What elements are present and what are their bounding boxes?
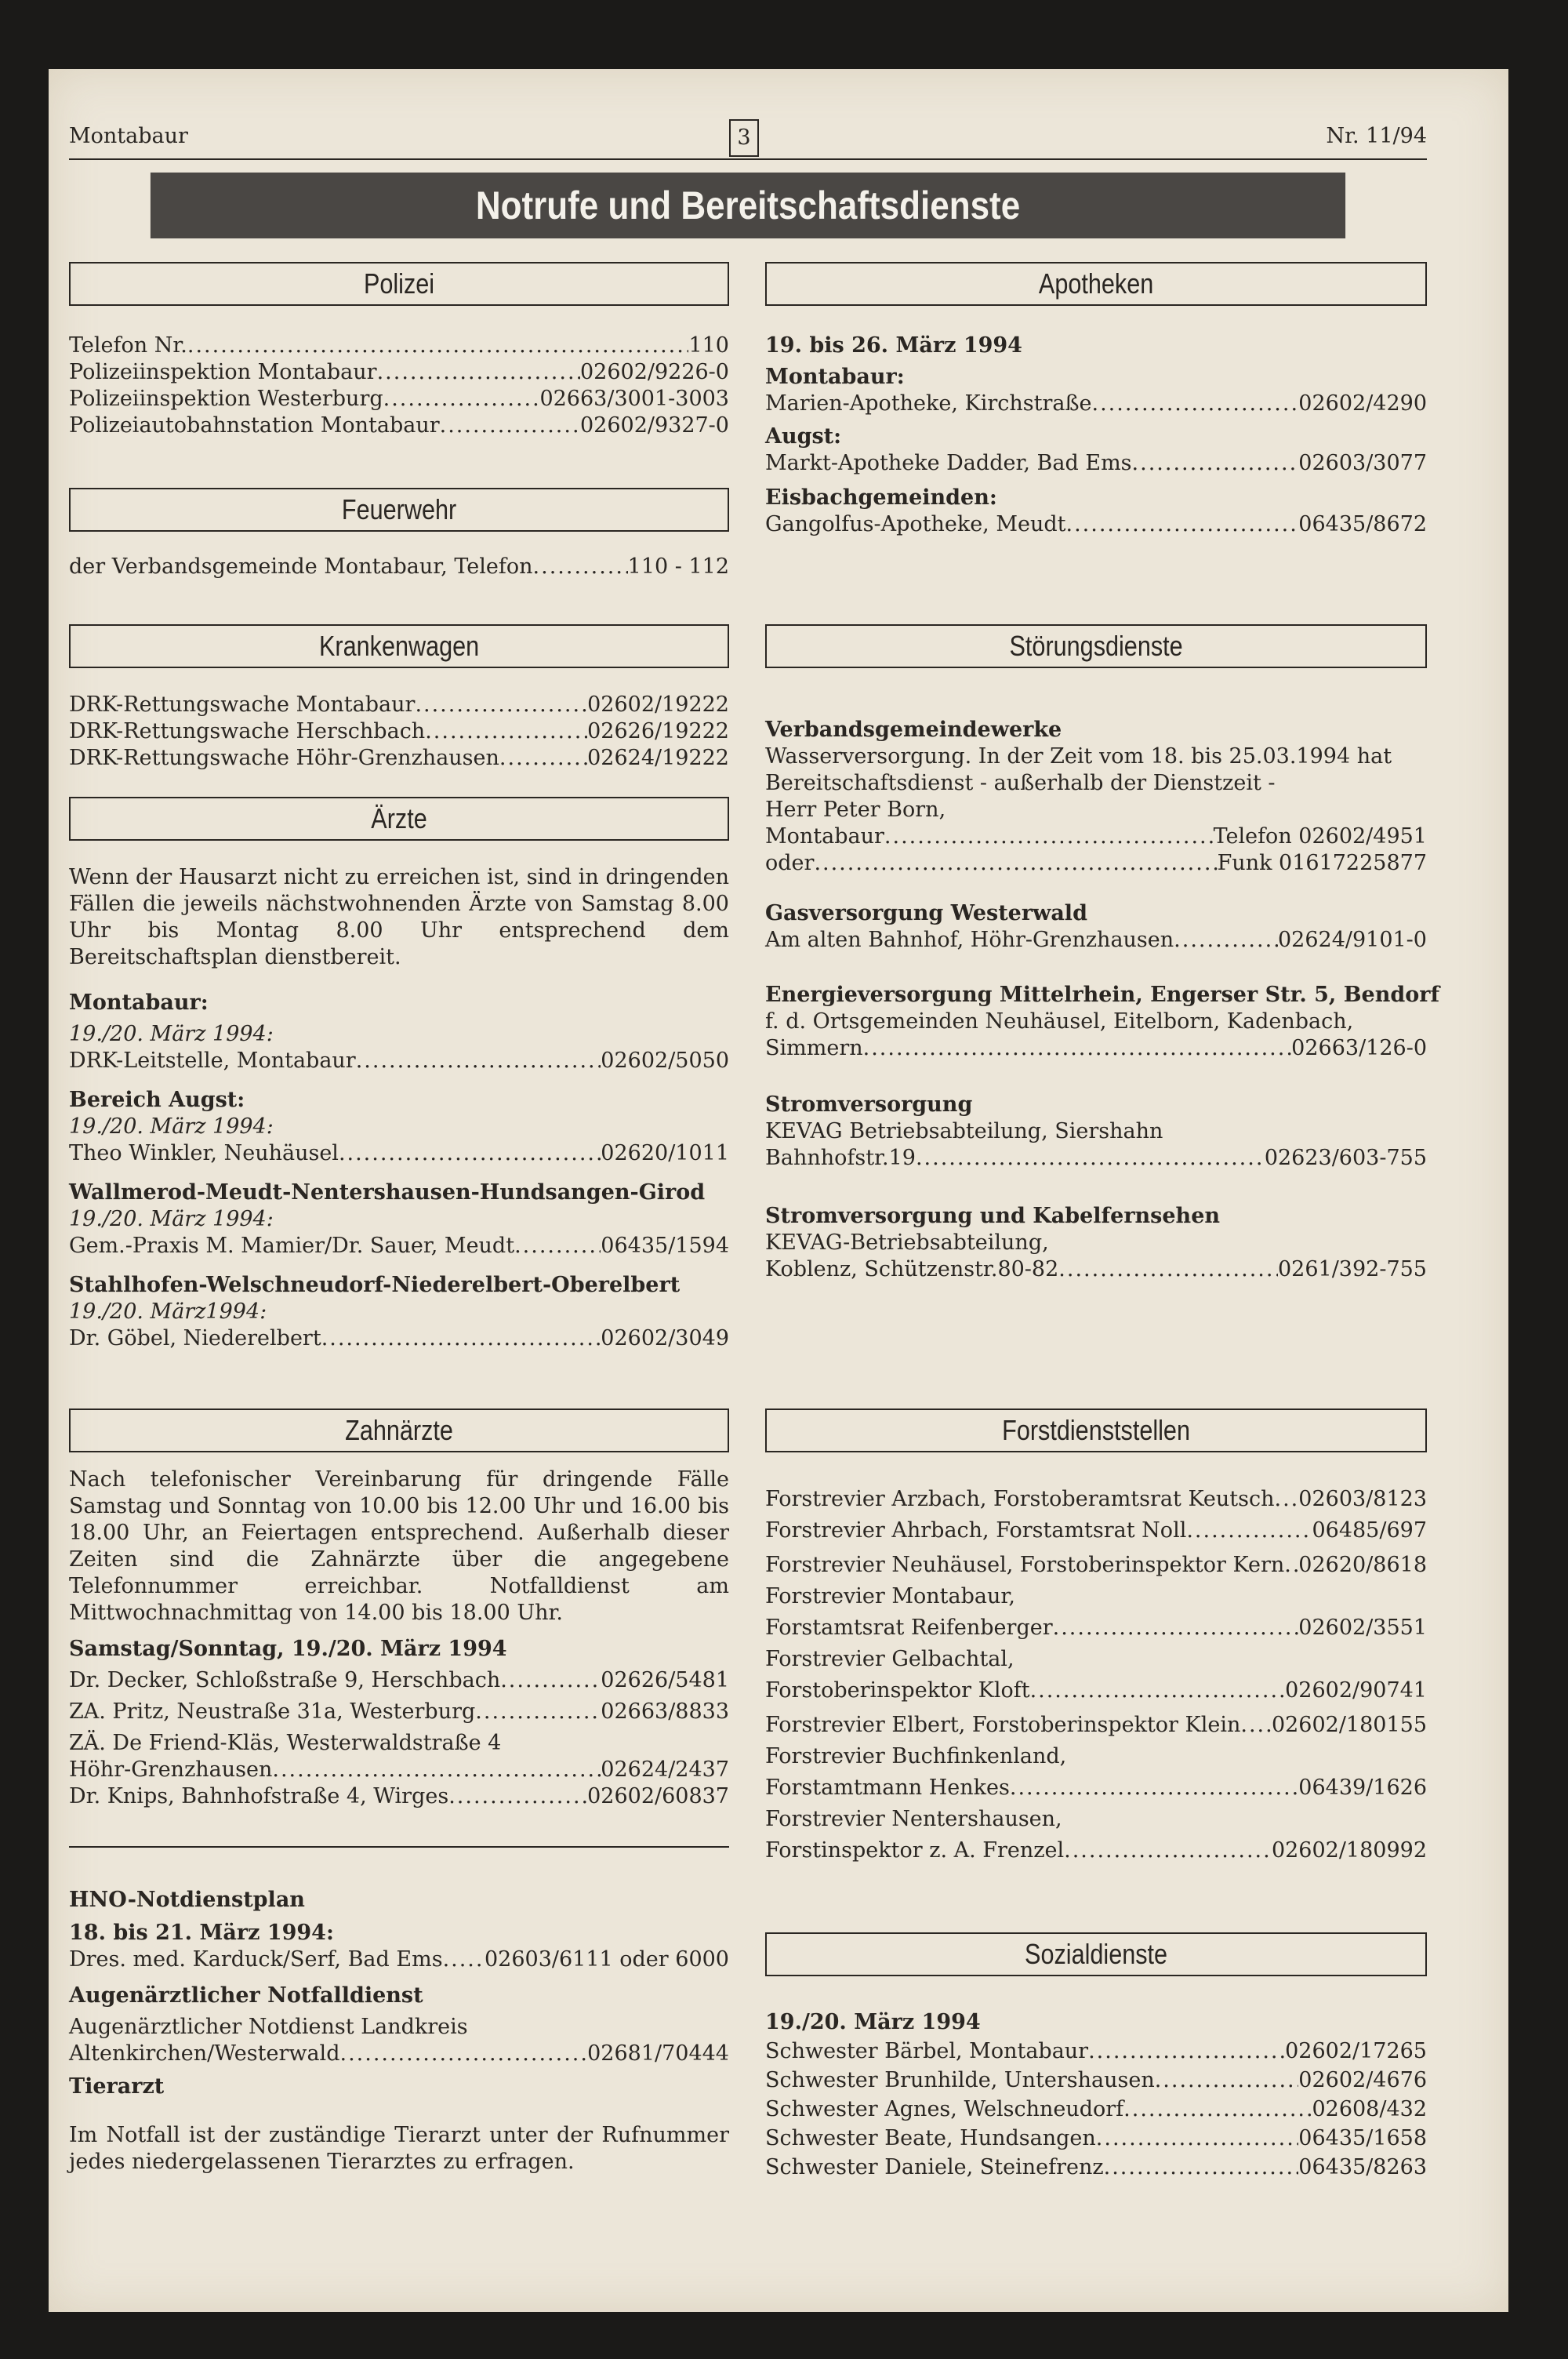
list-item	[765, 2037, 1427, 2066]
dot-leader	[448, 1783, 587, 1810]
item-label: Forstamtsrat Reifenberger	[765, 1616, 1053, 1640]
stoerung-list	[765, 717, 1440, 1283]
group-date: 19./20. März 1994	[765, 2010, 981, 2034]
item-label: DRK-Rettungswache Montabaur	[69, 692, 416, 717]
item-value: 02602/5050	[601, 1049, 729, 1073]
dot-leader	[1274, 1484, 1298, 1515]
item-line: Augenärztlicher Notdienst Landkreis	[69, 2015, 468, 2039]
list-item	[69, 554, 729, 580]
item-label: Forstinspektor z. A. Frenzel	[765, 1838, 1065, 1863]
dot-leader	[339, 2041, 587, 2067]
list-item	[765, 823, 1427, 850]
item-label: Forstrevier Arzbach, Forstoberamtsrat Keutsch	[765, 1487, 1275, 1511]
list-item	[69, 1667, 729, 1694]
group-heading: Samstag/Sonntag, 19./20. März 1994	[69, 1637, 507, 1661]
item-value: 110 - 112	[627, 554, 729, 579]
list-item	[765, 450, 1427, 477]
item-label: Bahnhofstr.19	[765, 1146, 916, 1170]
aerzte-intro: Wenn der Hausarzt nicht zu erreichen ist, sind in dringenden Fällen die jeweils nächstwohnenden Ärzte von Samstag 8.00 Uhr bis Montag 8.00 Uhr entsprechend dem Bereitschaftsplan dienstbereit.	[69, 865, 729, 969]
item-label: Polizeiautobahnstation Montabaur	[69, 413, 440, 438]
item-line: Forstrevier Buchfinkenland,	[765, 1744, 1067, 1768]
dot-leader	[1053, 1612, 1299, 1644]
item-value: 02663/3001-3003	[539, 387, 729, 411]
item-value: 02602/60837	[587, 1784, 729, 1808]
section-krankenwagen	[69, 624, 729, 668]
item-value: 02663/126-0	[1291, 1036, 1427, 1060]
dot-leader	[443, 1946, 485, 1973]
item-value: 02620/8618	[1298, 1553, 1427, 1577]
item-label: Koblenz, Schützenstr.80-82	[765, 1257, 1059, 1281]
item-value: 02624/2437	[601, 1757, 729, 1782]
group-heading: Energieversorgung Mittelrhein, Engerser Str. 5, Bendorf	[765, 983, 1440, 1007]
issue-number: Nr. 11/94	[1326, 124, 1427, 148]
page-title: Notrufe und Bereitschaftsdienste	[151, 173, 1345, 238]
item-line: Forstrevier Montabaur,	[765, 1584, 1015, 1608]
item-value: 02603/8123	[1298, 1487, 1427, 1511]
group-heading: Verbandsgemeindewerke	[765, 718, 1062, 742]
list-item	[765, 511, 1427, 538]
section-forstdienststellen	[765, 1408, 1427, 1452]
section-title: Sozialdienste	[1024, 1938, 1168, 1970]
dot-leader	[533, 554, 628, 580]
zahnaerzte-list	[69, 1636, 729, 1810]
group-heading: HNO-Notdienstplan	[69, 1888, 305, 1912]
list-item	[765, 1835, 1427, 1866]
list-item	[69, 1233, 729, 1259]
list-item	[69, 333, 729, 359]
item-value: 02602/180155	[1271, 1713, 1427, 1737]
group-heading: Augenärztlicher Notfalldienst	[69, 1983, 423, 2008]
item-line: KEVAG Betriebsabteilung, Siershahn	[765, 1119, 1163, 1143]
item-value: 02626/5481	[601, 1668, 729, 1692]
item-value: 02602/4676	[1298, 2068, 1427, 2092]
dot-leader	[272, 1757, 601, 1783]
dot-leader	[321, 1325, 601, 1352]
list-item	[765, 850, 1427, 877]
item-label: Marien-Apotheke, Kirchstraße	[765, 391, 1092, 416]
item-label: Markt-Apotheke Dadder, Bad Ems	[765, 451, 1132, 475]
item-value: Telefon 02602/4951	[1213, 824, 1427, 849]
item-label: Gem.-Praxis M. Mamier/Dr. Sauer, Meudt	[69, 1234, 515, 1258]
dot-leader	[1058, 1256, 1278, 1283]
list-item	[69, 692, 729, 718]
group-heading: Montabaur:	[69, 990, 209, 1015]
item-label: Am alten Bahnhof, Höhr-Grenzhausen	[765, 928, 1174, 952]
list-item	[765, 1612, 1427, 1644]
list-item	[765, 391, 1427, 417]
list-item	[69, 1140, 729, 1167]
item-value: 02602/4290	[1298, 391, 1427, 416]
item-value: 02602/9327-0	[579, 413, 729, 438]
group-heading: Montabaur:	[765, 365, 905, 389]
item-label: Schwester Daniele, Steinefrenz	[765, 2155, 1104, 2179]
group-date: 19./20. März 1994:	[69, 1022, 274, 1046]
krankenwagen-list	[69, 692, 729, 772]
item-label: Forstamtmann Henkes	[765, 1776, 1010, 1800]
forst-list	[765, 1484, 1427, 1866]
zahnaerzte-intro: Nach telefonischer Vereinbarung für dringende Fälle Samstag und Sonntag von 10.00 bis 12.00 Uhr und 16.00 bis 18.00 Uhr, an Feiertagen entsprechend. Außerhalb dieser Zeiten sind die Zahnärzte über die angegebene Telefonnummer erreichbar. Notfalldienst am Mittwochnachmittag von 14.00 bis 18.00 Uhr.	[69, 1467, 729, 1625]
item-value: 06435/8263	[1298, 2155, 1427, 2179]
list-item	[69, 1325, 729, 1352]
item-line: ZÄ. De Friend-Kläs, Westerwaldstraße 4	[69, 1731, 502, 1755]
dot-leader	[1096, 2124, 1299, 2153]
tierarzt-text: Im Notfall ist der zuständige Tierarzt unter der Rufnummer jedes niedergelassenen Tierarztes zu erfragen.	[69, 2123, 729, 2174]
list-item	[765, 927, 1427, 954]
item-label: Forstrevier Neuhäusel, Forstoberinspektor Kern	[765, 1553, 1285, 1577]
polizei-list	[69, 333, 729, 439]
list-item	[765, 1550, 1427, 1581]
page-header	[69, 119, 1427, 160]
section-title: Polizei	[363, 267, 435, 300]
item-label: Schwester Brunhilde, Untershausen	[765, 2068, 1155, 2092]
item-label: Telefon Nr.	[69, 333, 187, 358]
item-value: 0261/392-755	[1277, 1257, 1427, 1281]
section-zahnaerzte	[69, 1408, 729, 1452]
dot-leader	[1088, 2037, 1285, 2066]
group-date: 19. bis 26. März 1994	[765, 333, 1022, 358]
item-label: der Verbandsgemeinde Montabaur, Telefon	[69, 554, 533, 579]
dot-leader	[339, 1140, 601, 1167]
list-item	[765, 1035, 1427, 1062]
dot-leader	[1186, 1515, 1312, 1547]
list-item	[69, 1699, 729, 1725]
dot-leader	[1123, 2095, 1312, 2124]
item-label: Dr. Göbel, Niederelbert	[69, 1326, 321, 1350]
dot-leader	[884, 823, 1214, 850]
dot-leader	[499, 745, 587, 772]
section-apotheken	[765, 262, 1427, 306]
item-value: 02681/70444	[587, 2041, 729, 2066]
dot-leader	[440, 413, 580, 439]
list-item	[69, 413, 729, 439]
item-value: 02624/9101-0	[1277, 928, 1427, 952]
item-value: 06435/1594	[601, 1234, 729, 1258]
item-value: 02620/1011	[601, 1141, 729, 1165]
list-item	[765, 2153, 1427, 2182]
section-sozialdienste	[765, 1932, 1427, 1976]
group-heading: Wallmerod-Meudt-Nentershausen-Hundsangen-Girod	[69, 1180, 706, 1205]
item-label: Dr. Decker, Schloßstraße 9, Herschbach	[69, 1668, 501, 1692]
list-item	[765, 1515, 1427, 1547]
dot-leader	[514, 1233, 601, 1259]
item-label: DRK-Leitstelle, Montabaur	[69, 1049, 356, 1073]
apotheken-list	[765, 333, 1427, 538]
item-line: KEVAG-Betriebsabteilung,	[765, 1230, 1049, 1255]
dot-leader	[1064, 1835, 1272, 1866]
list-item	[765, 1710, 1427, 1741]
section-title: Apotheken	[1038, 267, 1154, 300]
item-value: 110	[688, 333, 729, 358]
section-title: Krankenwagen	[318, 630, 480, 662]
list-item	[765, 2095, 1427, 2124]
group-date: 19./20. März1994:	[69, 1299, 267, 1324]
list-item	[765, 1675, 1427, 1707]
list-item	[69, 745, 729, 772]
item-value: 02602/19222	[587, 692, 729, 717]
item-label: Forstrevier Elbert, Forstoberinspektor Klein	[765, 1713, 1241, 1737]
list-item	[69, 1048, 729, 1074]
list-item	[765, 1772, 1427, 1804]
item-value: 06435/1658	[1298, 2126, 1427, 2150]
item-value: 02626/19222	[587, 719, 729, 743]
section-feuerwehr	[69, 488, 729, 532]
sozial-list	[765, 2008, 1427, 2182]
group-heading: Stromversorgung	[765, 1092, 973, 1117]
group-date: 19./20. März 1994:	[69, 1114, 274, 1139]
group-heading: Stromversorgung und Kabelfernsehen	[765, 1204, 1220, 1228]
item-label: Theo Winkler, Neuhäusel	[69, 1141, 339, 1165]
list-item	[69, 1757, 729, 1783]
group-heading: Tierarzt	[69, 2074, 165, 2099]
item-line: Bereitschaftsdienst - außerhalb der Dienstzeit -	[765, 771, 1276, 795]
dot-leader	[1155, 2066, 1299, 2095]
dot-leader	[377, 359, 580, 386]
item-value: 02602/180992	[1271, 1838, 1427, 1863]
item-label: Forstrevier Ahrbach, Forstamtsrat Noll	[765, 1518, 1187, 1543]
item-label: Altenkirchen/Westerwald	[69, 2041, 340, 2066]
item-value: 06485/697	[1312, 1518, 1427, 1543]
group-heading: Stahlhofen-Welschneudorf-Niederelbert-Oberelbert	[69, 1273, 681, 1297]
dot-leader	[187, 333, 689, 359]
dot-leader	[425, 718, 587, 745]
item-line: f. d. Ortsgemeinden Neuhäusel, Eitelborn, Kadenbach,	[765, 1009, 1354, 1034]
item-label: Dres. med. Karduck/Serf, Bad Ems	[69, 1947, 443, 1972]
dot-leader	[500, 1667, 601, 1694]
page-number: 3	[729, 119, 759, 157]
section-title: Zahnärzte	[345, 1414, 453, 1446]
group-heading: Bereich Augst:	[69, 1088, 245, 1112]
item-value: 02624/19222	[587, 746, 729, 770]
item-label: Schwester Bärbel, Montabaur	[765, 2039, 1089, 2063]
item-label: Polizeiinspektion Westerburg	[69, 387, 383, 411]
group-heading: Augst:	[765, 424, 842, 449]
dot-leader	[1030, 1675, 1286, 1707]
item-label: Simmern	[765, 1036, 863, 1060]
dot-leader	[1284, 1550, 1298, 1581]
dot-leader	[475, 1699, 601, 1725]
item-value: Funk 01617225877	[1217, 851, 1427, 875]
item-value: 02602/3551	[1298, 1616, 1427, 1640]
hno-block	[69, 1887, 729, 2100]
list-item	[765, 2066, 1427, 2095]
item-value: 02602/17265	[1285, 2039, 1427, 2063]
item-label: Gangolfus-Apotheke, Meudt	[765, 512, 1066, 536]
item-line: Forstrevier Nentershausen,	[765, 1807, 1062, 1831]
item-label: ZA. Pritz, Neustraße 31a, Westerburg	[69, 1699, 476, 1724]
item-line: Forstrevier Gelbachtal,	[765, 1647, 1014, 1671]
list-item	[765, 1256, 1427, 1283]
item-value: 02602/90741	[1285, 1678, 1427, 1703]
list-item	[69, 718, 729, 745]
section-title: Forstdienststellen	[1002, 1414, 1190, 1446]
section-title: Störungsdienste	[1009, 630, 1183, 662]
dot-leader	[1174, 927, 1278, 954]
dot-leader	[916, 1145, 1265, 1172]
group-heading: Gasversorgung Westerwald	[765, 901, 1087, 925]
list-item	[69, 359, 729, 386]
item-value: 06435/8672	[1298, 512, 1427, 536]
aerzte-list	[69, 990, 729, 1352]
section-title: Feuerwehr	[341, 493, 457, 525]
dot-leader	[1132, 450, 1299, 477]
item-value: 02602/9226-0	[579, 360, 729, 384]
item-value: 06439/1626	[1298, 1776, 1427, 1800]
dot-leader	[383, 386, 540, 413]
item-value: 02608/432	[1312, 2097, 1427, 2121]
section-title: Ärzte	[371, 802, 427, 834]
list-item	[765, 1145, 1427, 1172]
item-value: 02603/3077	[1298, 451, 1427, 475]
item-line: Herr Peter Born,	[765, 798, 946, 822]
list-item	[69, 1946, 729, 1973]
list-item	[69, 386, 729, 413]
group-heading: Eisbachgemeinden:	[765, 485, 997, 510]
dot-leader	[1066, 511, 1299, 538]
list-item	[69, 1783, 729, 1810]
item-value: 02623/603-755	[1264, 1146, 1427, 1170]
item-line: Wasserversorgung. In der Zeit vom 18. bis 25.03.1994 hat	[765, 744, 1392, 769]
item-value: 02603/6111 oder 6000	[484, 1947, 729, 1972]
item-label: Forstoberinspektor Kloft	[765, 1678, 1030, 1703]
item-label: oder	[765, 851, 815, 875]
section-stoerungsdienste	[765, 624, 1427, 668]
dot-leader	[415, 692, 587, 718]
feuerwehr-list	[69, 554, 729, 580]
list-item	[69, 2041, 729, 2067]
list-item	[765, 2124, 1427, 2153]
divider	[69, 1846, 729, 1848]
section-aerzte	[69, 797, 729, 841]
dot-leader	[814, 850, 1217, 877]
item-value: 02663/8833	[601, 1699, 729, 1724]
item-label: DRK-Rettungswache Herschbach	[69, 719, 426, 743]
item-label: Höhr-Grenzhausen	[69, 1757, 273, 1782]
dot-leader	[356, 1048, 601, 1074]
item-label: Montabaur	[765, 824, 884, 849]
dot-leader	[1091, 391, 1298, 417]
section-polizei	[69, 262, 729, 306]
group-date: 19./20. März 1994:	[69, 1207, 274, 1231]
list-item	[765, 1484, 1427, 1515]
dot-leader	[1240, 1710, 1272, 1741]
item-label: Schwester Beate, Hundsangen	[765, 2126, 1096, 2150]
group-date: 18. bis 21. März 1994:	[69, 1921, 334, 1945]
item-label: DRK-Rettungswache Höhr-Grenzhausen	[69, 746, 499, 770]
dot-leader	[863, 1035, 1292, 1062]
dot-leader	[1104, 2153, 1299, 2182]
header-town: Montabaur	[69, 124, 188, 148]
header-rule	[69, 158, 1427, 160]
item-value: 02602/3049	[601, 1326, 729, 1350]
dot-leader	[1010, 1772, 1298, 1804]
item-label: Polizeiinspektion Montabaur	[69, 360, 377, 384]
item-label: Schwester Agnes, Welschneudorf	[765, 2097, 1124, 2121]
item-label: Dr. Knips, Bahnhofstraße 4, Wirges	[69, 1784, 449, 1808]
